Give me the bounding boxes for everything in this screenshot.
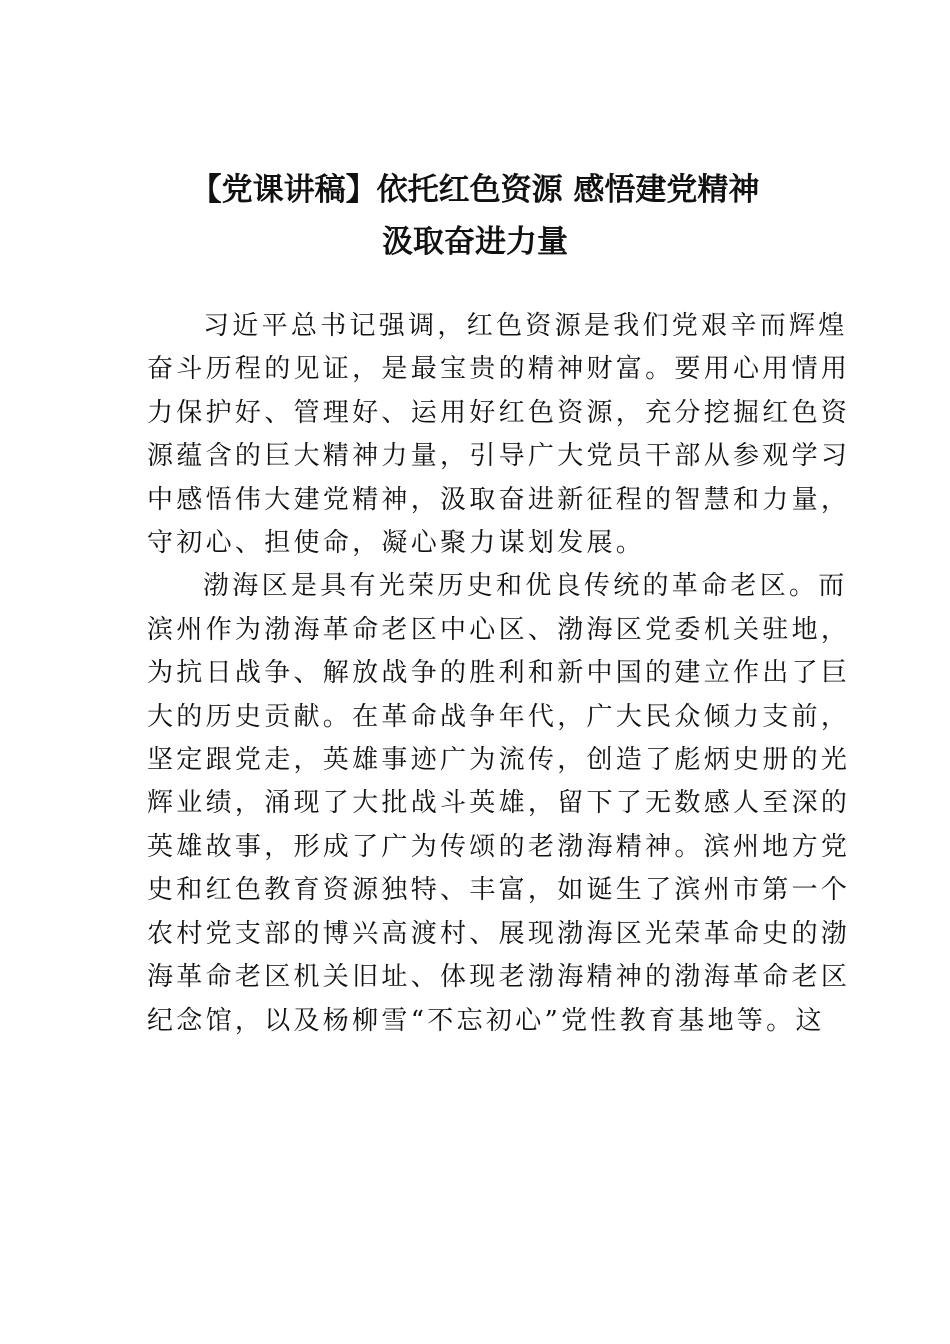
document-title	[120, 164, 830, 268]
paragraph-line: 滨州作为渤海革命老区中心区、渤海区党委机关驻地，	[147, 614, 851, 645]
paragraph-line: 奋斗历程的见证，是最宝贵的精神财富。要用心用情用	[147, 354, 851, 385]
paragraph-line: 守初心、担使命，凝心聚力谋划发展。	[147, 528, 646, 559]
paragraph-line: 习近平总书记强调，红色资源是我们党艰辛而辉煌	[203, 311, 848, 341]
paragraph-line: 源蕴含的巨大精神力量，引导广大党员干部从参观学习	[147, 441, 851, 472]
paragraph-line: 史和红色教育资源独特、丰富，如诞生了滨州市第一个	[147, 875, 851, 906]
paragraph-line: 坚定跟党走，英雄事迹广为流传，创造了彪炳史册的光	[147, 745, 851, 776]
paragraph-line: 海革命老区机关旧址、体现老渤海精神的渤海革命老区	[147, 962, 851, 993]
paragraph-2	[147, 565, 851, 1042]
title-line-1: 【党课讲稿】依托红色资源 感悟建党精神	[190, 172, 760, 208]
document-body	[147, 305, 851, 1043]
paragraph-line: 农村党支部的博兴高渡村、展现渤海区光荣革命史的渤	[147, 918, 851, 949]
paragraph-line: 渤海区是具有光荣历史和优良传统的革命老区。而	[203, 571, 848, 602]
paragraph-line: 辉业绩，涌现了大批战斗英雄，留下了无数感人至深的	[147, 788, 851, 819]
paragraph-line: 大的历史贡献。在革命战争年代，广大民众倾力支前，	[147, 701, 851, 732]
paragraph-line: 力保护好、管理好、运用好红色资源，充分挖掘红色资	[147, 397, 851, 428]
paragraph-line: 为抗日战争、解放战争的胜利和新中国的建立作出了巨	[147, 658, 851, 689]
paragraph-line: 中感悟伟大建党精神，汲取奋进新征程的智慧和力量，	[147, 484, 851, 515]
paragraph-1	[147, 305, 851, 565]
paragraph-line: 英雄故事，形成了广为传颂的老渤海精神。滨州地方党	[147, 831, 851, 862]
paragraph-line: 纪念馆，以及杨柳雪“不忘初心”党性教育基地等。这	[147, 1005, 825, 1036]
title-line-2: 汲取奋进力量	[382, 224, 568, 260]
